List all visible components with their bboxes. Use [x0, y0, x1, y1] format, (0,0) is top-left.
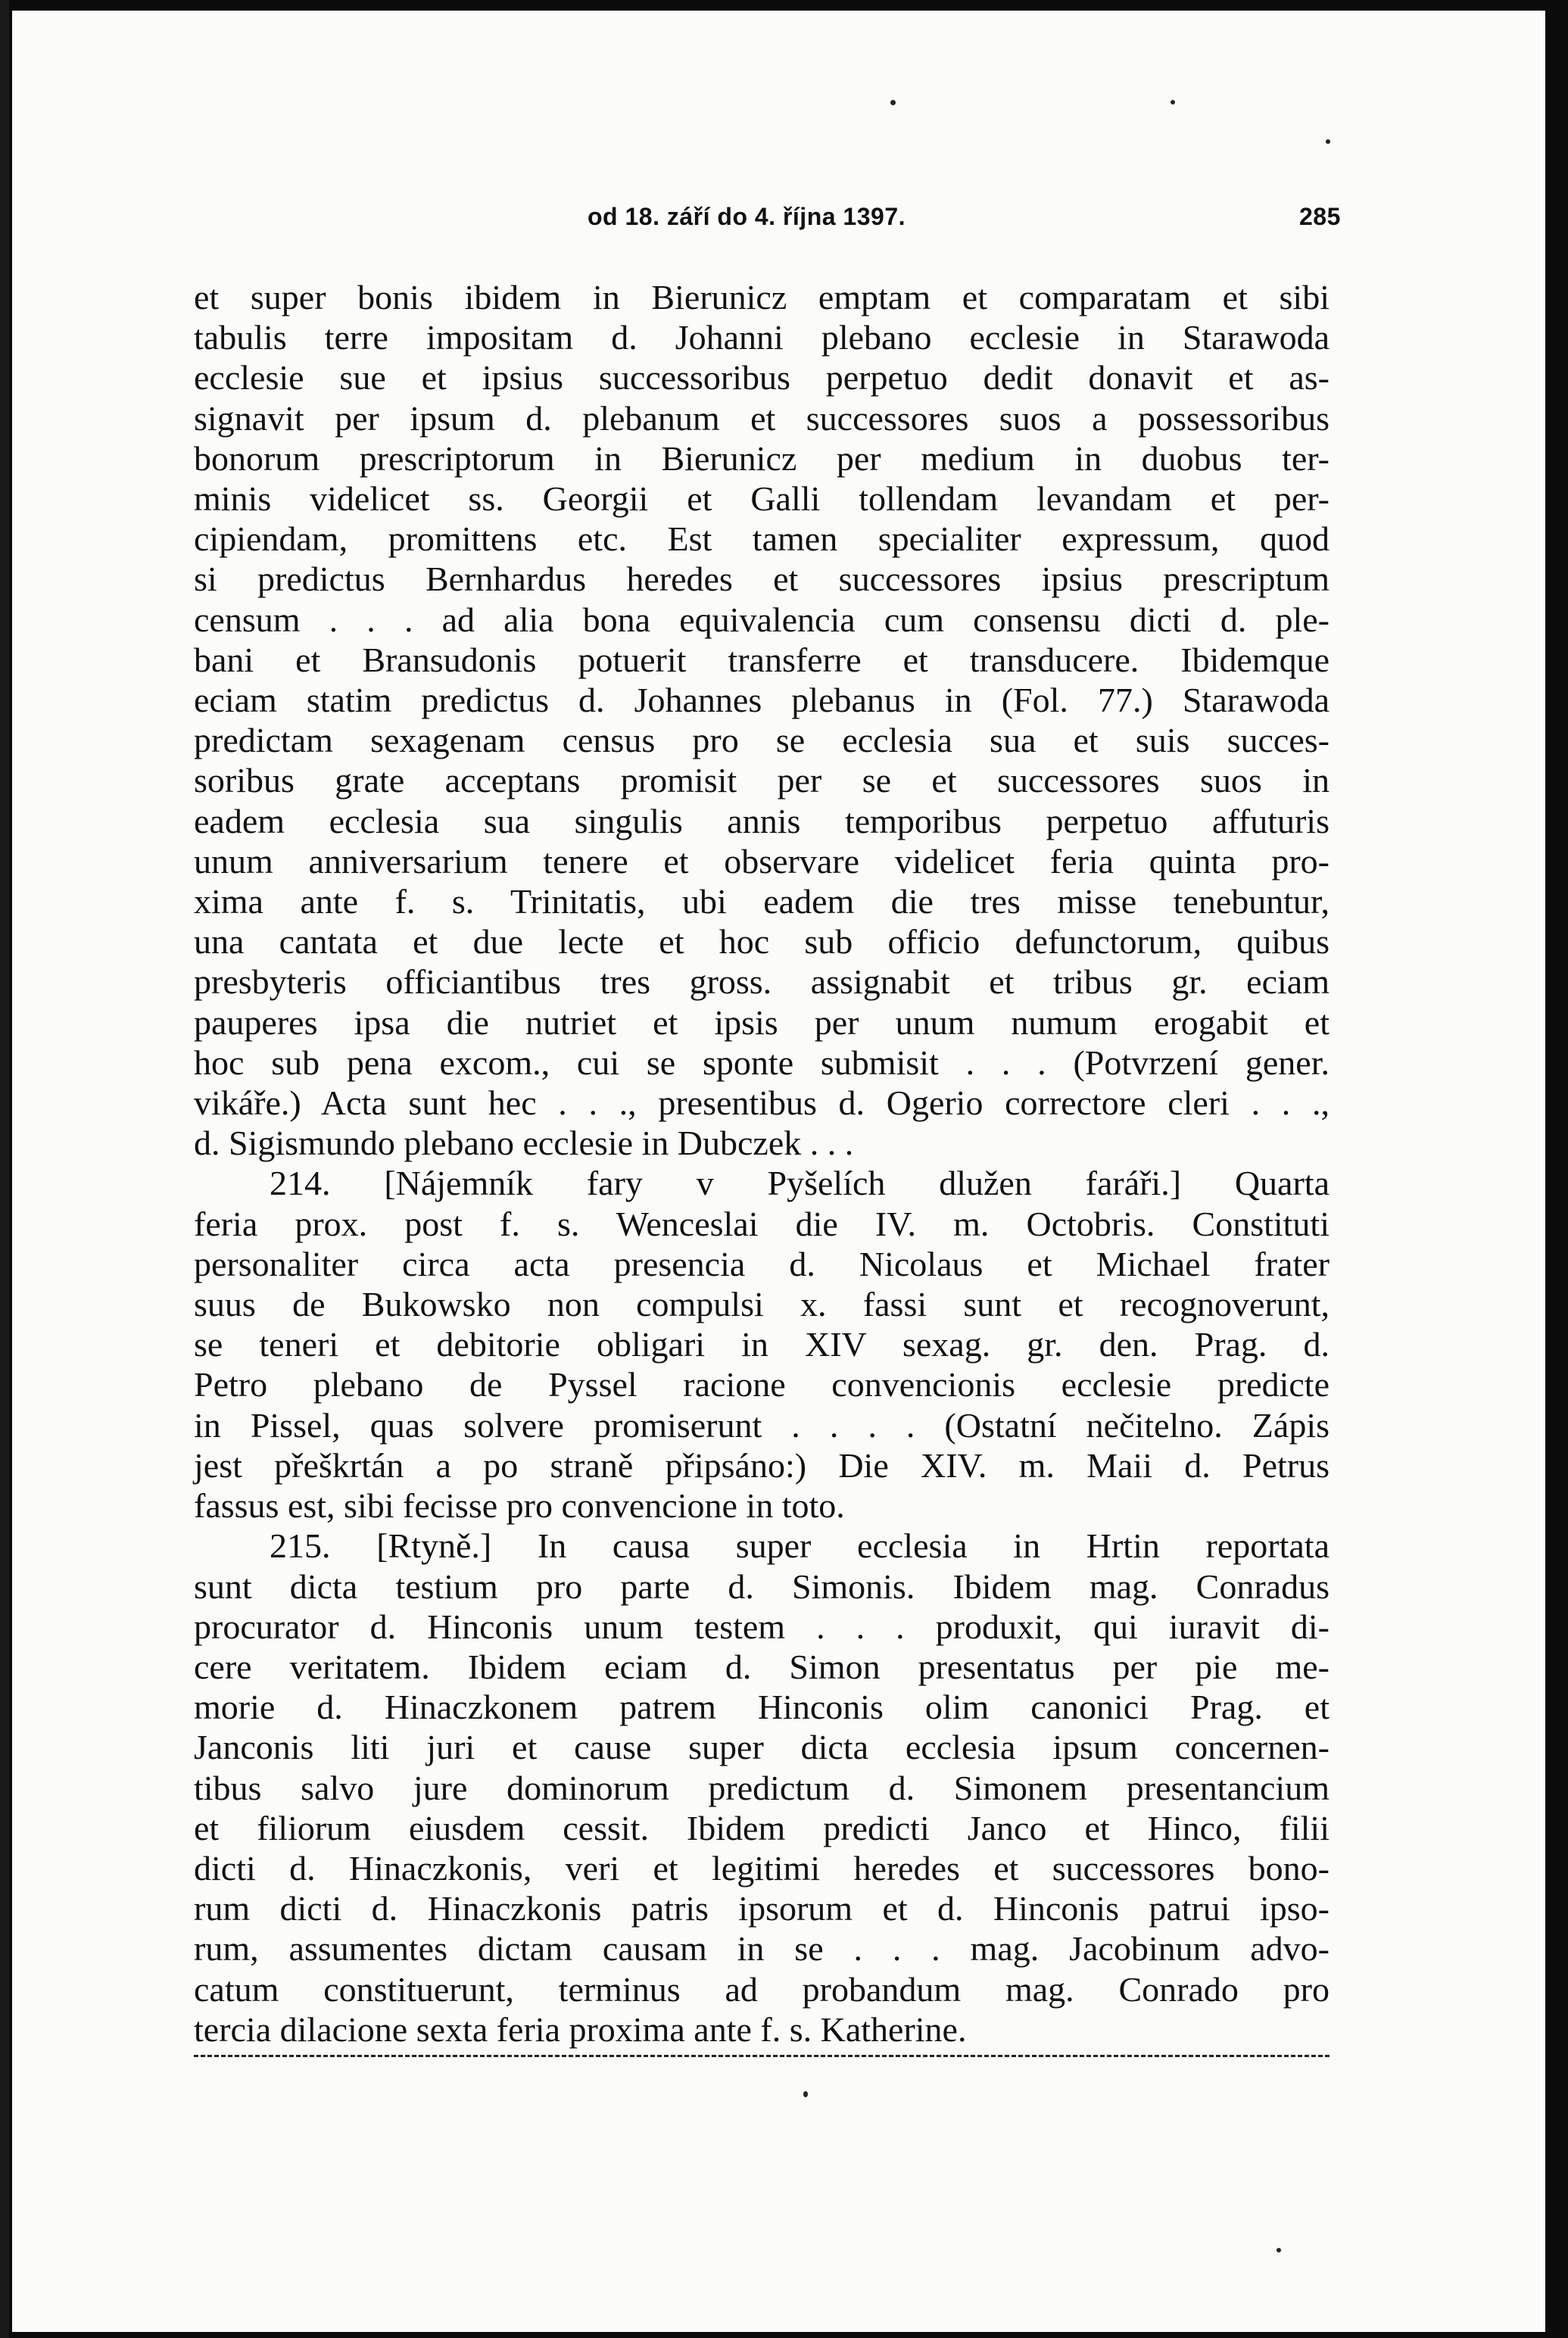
dust-speck [1171, 100, 1175, 104]
text-line: fassus est, sibi fecisse pro convencione in toto. [194, 1486, 845, 1526]
text-line: xima ante f. s. Trinitatis, ubi eadem die tres misse tenebuntur, [194, 882, 1330, 921]
text-line: eciam statim predictus d. Johannes plebanus in (Fol. 77.) Starawoda [194, 681, 1330, 720]
entry-heading-214: 214. [Nájemník fary v Pyšelích dlužen faráři.] Quarta [270, 1164, 1330, 1203]
text-line: rum, assumentes dictam causam in se . . . mag. Jacobinum advo- [194, 1929, 1330, 1969]
text-line: minis videlicet ss. Georgii et Galli tollendam levandam et per- [194, 479, 1330, 519]
text-line: feria prox. post f. s. Wenceslai die IV. m. Octobris. Constituti [194, 1204, 1330, 1243]
text-line: predictam sexagenam census pro se ecclesia sua et suis succes- [194, 721, 1330, 760]
text-line: tabulis terre impositam d. Johanni plebano ecclesie in Starawoda [194, 318, 1330, 357]
text-line: et filiorum eiusdem cessit. Ibidem predicti Janco et Hinco, filii [194, 1808, 1330, 1847]
text-line: cere veritatem. Ibidem eciam d. Simon presentatus per pie me- [194, 1647, 1330, 1686]
text-line: jest přeškrtán a po straně připsáno:) Die XIV. m. Maii d. Petrus [194, 1445, 1330, 1485]
text-line: si predictus Bernhardus heredes et successores ipsius prescriptum [194, 560, 1330, 599]
text-line: unum anniversarium tenere et observare videlicet feria quinta pro- [194, 841, 1330, 881]
text-line: rum dicti d. Hinaczkonis patris ipsorum et d. Hinconis patrui ipso- [194, 1889, 1330, 1928]
text-line: in Pissel, quas solvere promiserunt . . . . (Ostatní nečitelno. Zápis [194, 1405, 1330, 1445]
page-number: 285 [1299, 203, 1341, 230]
text-line: personaliter circa acta presencia d. Nicolaus et Michael frater [194, 1244, 1330, 1283]
text-line: sunt dicta testium pro parte d. Simonis. Ibidem mag. Conradus [194, 1566, 1330, 1606]
text-line: pauperes ipsa die nutriet et ipsis per unum numum erogabit et [194, 1002, 1330, 1042]
text-line: bani et Bransudonis potuerit transferre et transducere. Ibidemque [194, 640, 1330, 679]
text-line: dicti d. Hinaczkonis, veri et legitimi heredes et successores bono- [194, 1848, 1330, 1888]
text-line: suus de Bukowsko non compulsi x. fassi sunt et recognoverunt, [194, 1285, 1330, 1324]
dust-speck [890, 100, 896, 105]
text-line: hoc sub pena excom., cui se sponte submisit . . . (Potvrzení gener. [194, 1043, 1330, 1082]
text-line: Petro plebano de Pyssel racione convencionis ecclesie predicte [194, 1365, 1330, 1404]
scan-edge [0, 0, 9, 2338]
text-line: signavit per ipsum d. plebanum et successores suos a possessoribus [194, 398, 1330, 438]
text-line: morie d. Hinaczkonem patrem Hinconis olim canonici Prag. et [194, 1688, 1330, 1727]
text-line: cipiendam, promittens etc. Est tamen specialiter expressum, quod [194, 519, 1330, 559]
text-line: ecclesie sue et ipsius successoribus perpetuo dedit donavit et as- [194, 358, 1330, 397]
text-line: Janconis liti juri et cause super dicta ecclesia ipsum concernen- [194, 1728, 1330, 1767]
text-line: soribus grate acceptans promisit per se et successores suos in [194, 761, 1330, 800]
page-header [542, 203, 1545, 241]
dust-speck [803, 2091, 808, 2097]
body-text [194, 277, 1330, 2050]
running-title: od 18. září do 4. října 1397. [588, 203, 906, 230]
entry-heading-215: 215. [Rtyně.] In causa super ecclesia in Hrtin reportata [270, 1526, 1330, 1566]
dust-speck [1326, 139, 1330, 144]
text-line: procurator d. Hinconis unum testem . . . produxit, qui iuravit di- [194, 1607, 1330, 1646]
text-line: d. Sigismundo plebano ecclesie in Dubczek . . . [194, 1124, 854, 1163]
section-divider [194, 2055, 1330, 2057]
text-line: censum . . . ad alia bona equivalencia cum consensu dicti d. ple- [194, 600, 1330, 639]
text-line: vikáře.) Acta sunt hec . . ., presentibus d. Ogerio correctore cleri . . ., [194, 1083, 1330, 1123]
text-line: tibus salvo jure dominorum predictum d. Simonem presentancium [194, 1768, 1330, 1807]
text-line: tercia dilacione sexta feria proxima ante f. s. Katherine. [194, 2009, 967, 2049]
text-line: et super bonis ibidem in Bierunicz emptam et comparatam et sibi [194, 278, 1330, 316]
text-line: eadem ecclesia sua singulis annis temporibus perpetuo affuturis [194, 801, 1330, 840]
text-line: bonorum prescriptorum in Bierunicz per medium in duobus ter- [194, 438, 1330, 478]
text-line: se teneri et debitorie obligari in XIV sexag. gr. den. Prag. d. [194, 1325, 1330, 1364]
text-line: catum constituerunt, terminus ad probandum mag. Conrado pro [194, 1969, 1330, 2009]
book-page [12, 11, 1545, 2332]
text-line: presbyteris officiantibus tres gross. assignabit et tribus gr. eciam [194, 962, 1330, 1002]
dust-speck [1277, 2248, 1281, 2252]
text-line: una cantata et due lecte et hoc sub officio defunctorum, quibus [194, 922, 1330, 962]
